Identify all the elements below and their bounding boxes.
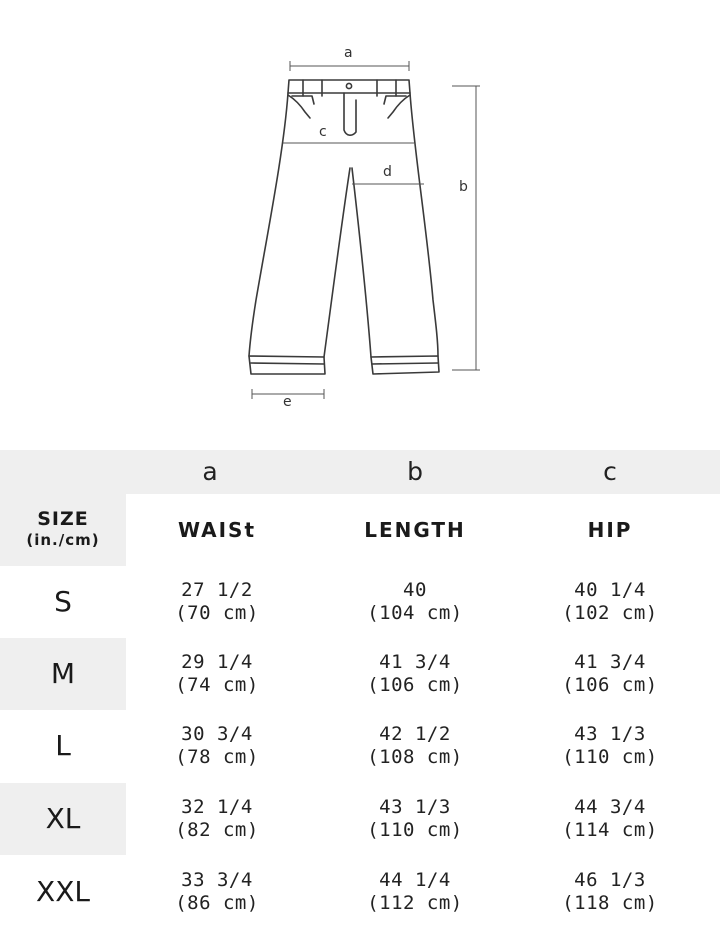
size-label: M — [0, 638, 126, 710]
dimension-a-label: a — [344, 45, 353, 61]
length-value: 44 1/4 (112 cm) — [367, 869, 463, 914]
size-label: L — [55, 729, 71, 762]
table-row — [0, 638, 720, 710]
pants-outline-icon — [0, 0, 720, 430]
column-header-hip: HIP — [587, 518, 633, 542]
table-row — [0, 566, 720, 638]
waist-value: 30 3/4 (78 cm) — [175, 723, 259, 768]
length-value: 41 3/4 (106 cm) — [367, 651, 463, 696]
size-header-title: SIZE — [37, 508, 89, 530]
table-row — [0, 856, 720, 928]
dimension-d-label: d — [383, 164, 392, 180]
length-value: 40 (104 cm) — [367, 579, 463, 624]
size-chart-table — [0, 450, 720, 930]
waist-value: 33 3/4 (86 cm) — [175, 869, 259, 914]
hip-value: 46 1/3 (118 cm) — [562, 869, 658, 914]
hip-value: 44 3/4 (114 cm) — [562, 796, 658, 841]
column-letter-a: a — [202, 457, 218, 486]
table-row — [0, 783, 720, 855]
hip-value: 40 1/4 (102 cm) — [562, 579, 658, 624]
dimension-e-label: e — [283, 394, 292, 410]
pants-measurement-diagram — [0, 0, 720, 430]
waist-value: 29 1/4 (74 cm) — [175, 651, 259, 696]
hip-value: 41 3/4 (106 cm) — [562, 651, 658, 696]
hip-value: 43 1/3 (110 cm) — [562, 723, 658, 768]
column-letter-b: b — [407, 457, 423, 486]
waist-value: 27 1/2 (70 cm) — [175, 579, 259, 624]
length-value: 43 1/3 (110 cm) — [367, 796, 463, 841]
size-label: S — [54, 585, 72, 618]
size-header — [0, 494, 126, 566]
size-label: XXL — [36, 875, 90, 908]
size-label: XL — [0, 783, 126, 855]
waist-value: 32 1/4 (82 cm) — [175, 796, 259, 841]
dimension-b-label: b — [459, 179, 468, 195]
dimension-c-label: c — [319, 124, 327, 140]
length-value: 42 1/2 (108 cm) — [367, 723, 463, 768]
column-letter-c: c — [603, 457, 617, 486]
column-header-waist: WAISt — [177, 518, 257, 542]
size-header-units: (in./cm) — [26, 531, 100, 549]
column-header-length: LENGTH — [364, 518, 466, 542]
table-row — [0, 710, 720, 782]
